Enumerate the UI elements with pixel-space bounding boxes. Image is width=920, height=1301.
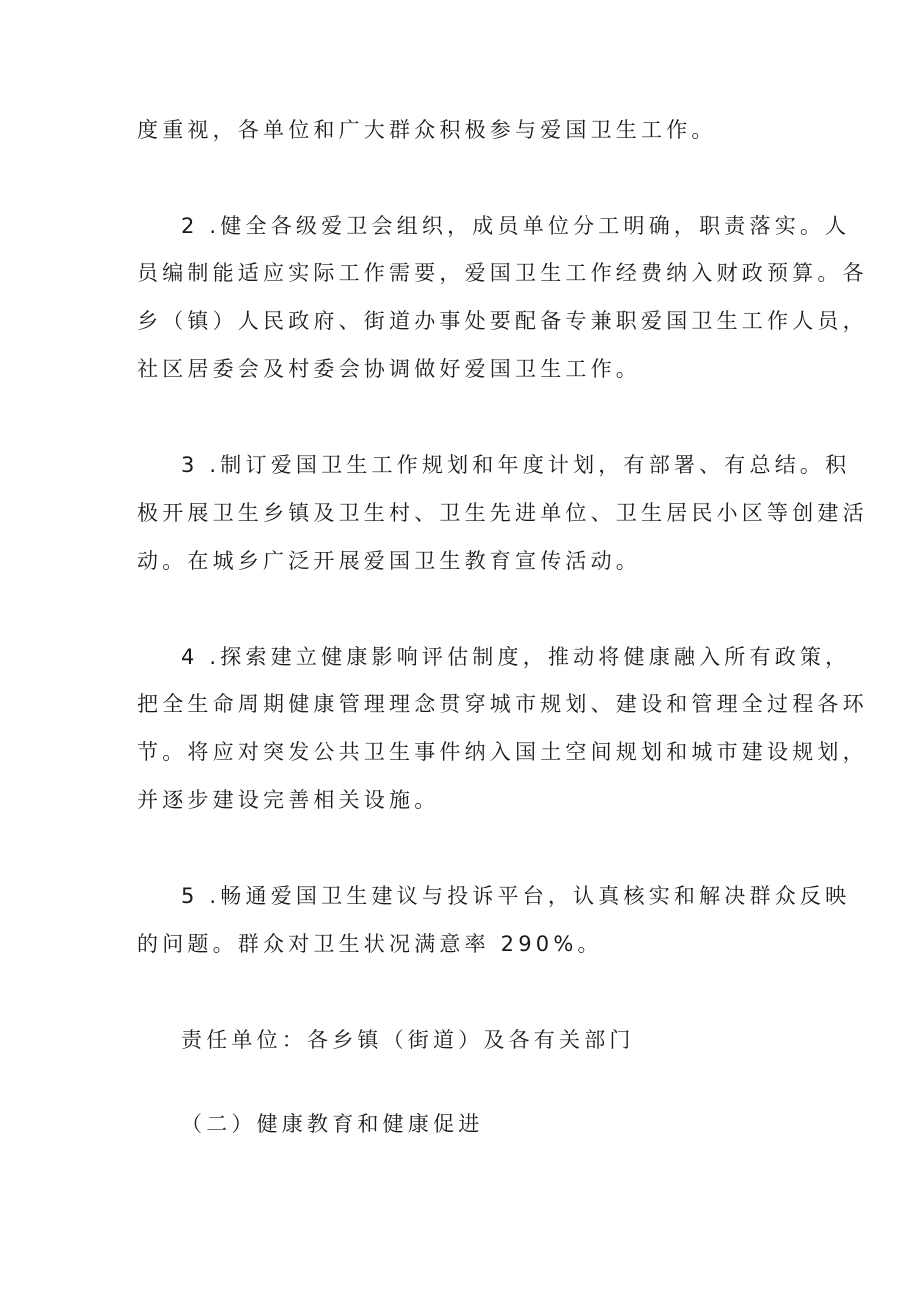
paragraph-line: 3 .制订爱国卫生工作规划和年度计划，有部署、有总结。积: [181, 453, 851, 477]
section-heading: （二）健康教育和健康促进: [181, 1112, 484, 1136]
paragraph-line: 5 .畅通爱国卫生建议与投诉平台，认真核实和解决群众反映: [181, 884, 851, 908]
paragraph-line: 度重视，各单位和广大群众积极参与爱国卫生工作。: [137, 118, 717, 142]
paragraph-line: 并逐步建设完善相关设施。: [137, 788, 440, 812]
paragraph-line: 2 .健全各级爱卫会组织，成员单位分工明确，职责落实。人: [181, 214, 851, 238]
paragraph-line: 社区居委会及村委会协调做好爱国卫生工作。: [137, 357, 641, 381]
paragraph-line: 员编制能适应实际工作需要，爱国卫生工作经费纳入财政预算。各: [137, 261, 868, 285]
paragraph-line: 乡（镇）人民政府、街道办事处要配备专兼职爱国卫生工作人员，: [137, 309, 868, 333]
paragraph-line: 把全生命周期健康管理理念贯穿城市规划、建设和管理全过程各环: [137, 692, 868, 716]
paragraph-line: 的问题。群众对卫生状况满意率 290%。: [137, 932, 603, 956]
paragraph-line: 4 .探索建立健康影响评估制度，推动将健康融入所有政策，: [181, 645, 851, 669]
responsible-units-line: 责任单位：各乡镇（街道）及各有关部门: [181, 1028, 635, 1052]
paragraph-line: 节。将应对突发公共卫生事件纳入国土空间规划和城市建设规划，: [137, 740, 868, 764]
paragraph-line: 动。在城乡广泛开展爱国卫生教育宣传活动。: [137, 549, 641, 573]
paragraph-line: 极开展卫生乡镇及卫生村、卫生先进单位、卫生居民小区等创建活: [137, 501, 868, 525]
